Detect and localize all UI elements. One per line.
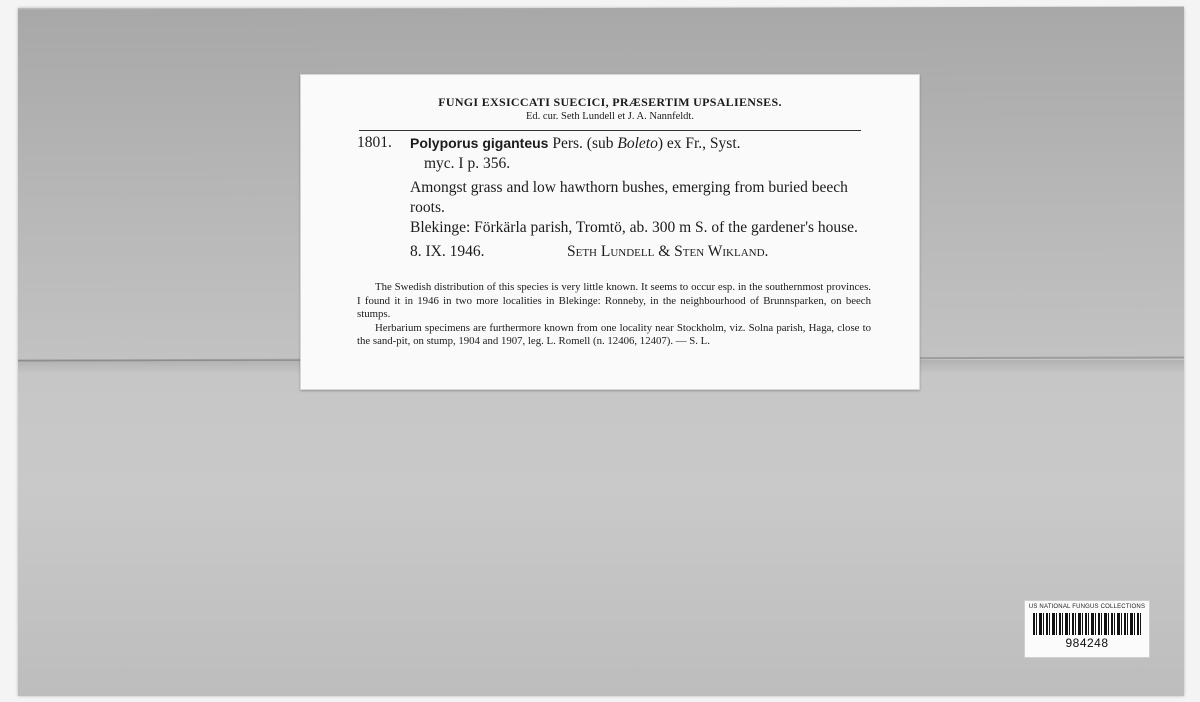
taxon-line (410, 133, 867, 174)
label-rule (359, 130, 861, 131)
collection-date: 8. IX. 1946. (410, 243, 485, 260)
barcode-institution: US NATIONAL FUNGUS COLLECTIONS (1028, 604, 1146, 610)
date-collectors-line (410, 242, 867, 262)
habitat: Amongst grass and low hawthorn bushes, emerging from buried beech roots. (410, 179, 848, 216)
authority-basionym: Boleto (617, 135, 658, 152)
label-notes (357, 281, 871, 349)
label-header: FUNGI EXSICCATI SUECICI, PRÆSERTIM UPSALIENSES. (438, 95, 782, 109)
barcode-label (1024, 600, 1150, 658)
collectors: Seth Lundell & Sten Wikland. (567, 243, 769, 260)
citation: myc. I p. 356. (424, 155, 511, 172)
note-herbarium: Herbarium specimens are furthermore known from one locality near Stockholm, viz. Solna parish, Haga, close to the sand-pit, on stump, 1904 and 1907, leg. L. Romell (n. 12406, 12407). — S. L. (357, 321, 871, 348)
barcode-bars (1033, 613, 1141, 635)
label-editors: Ed. cur. Seth Lundell et J. A. Nannfeldt. (526, 111, 694, 122)
exsiccata-number: 1801. (357, 134, 392, 151)
barcode-number: 984248 (1065, 636, 1109, 650)
authority-post: ) ex Fr., Syst. (657, 135, 741, 152)
note-distribution: The Swedish distribution of this species is very little known. It seems to occur esp. in the southernmost provinces. I found it in 1946 in two more localities in Blekinge: Ronneby, in the neighbourhood of Brunnsparken, on beech stumps. (357, 281, 871, 321)
authority-pre: Pers. (sub (552, 135, 614, 152)
locality: Blekinge: Förkärla parish, Tromtö, ab. 300 m S. of the gardener's house. (410, 219, 858, 236)
specimen-label (300, 74, 920, 390)
species-name: Polyporus giganteus (410, 135, 549, 151)
specimen-entry (357, 133, 867, 262)
